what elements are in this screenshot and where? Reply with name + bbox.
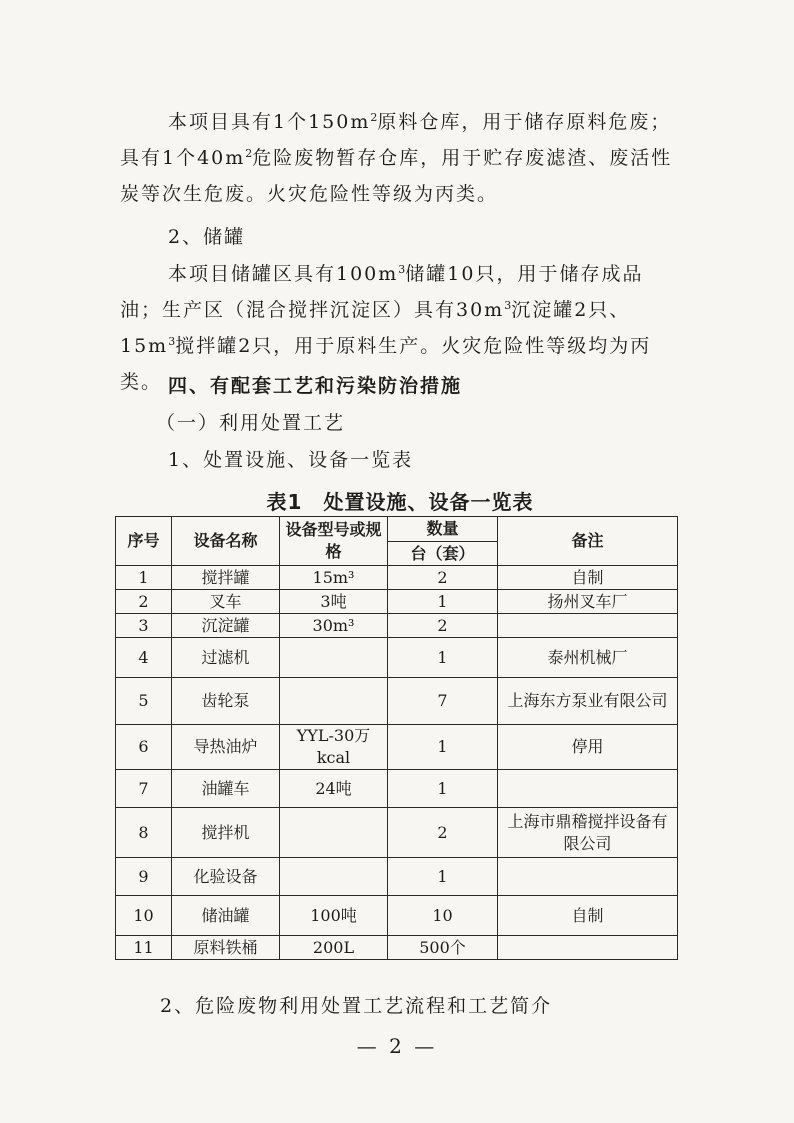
cell-model bbox=[280, 808, 388, 858]
table-caption: 表1 处置设施、设备一览表 bbox=[266, 490, 534, 514]
text-run: 危险废物暂存仓库，用于贮存废滤渣、废活性炭等次生危废。火灾危险性等级为丙类。 bbox=[120, 147, 673, 205]
cell-model: 200L bbox=[280, 936, 388, 960]
cell-name: 搅拌罐 bbox=[172, 566, 280, 590]
header-remark: 备注 bbox=[498, 517, 678, 566]
text-run: 储罐10只，用于储存成品油；生产区（混合搅拌沉淀区）具有30m bbox=[120, 263, 644, 321]
table-row bbox=[116, 566, 678, 590]
text-run: 原料仓库，用于储存原料危废；具有1个40m bbox=[120, 111, 672, 169]
heading-tank: 2、储罐 bbox=[168, 226, 246, 248]
cell-qty: 1 bbox=[388, 770, 498, 808]
page-number: — 2 — bbox=[356, 1034, 438, 1058]
superscript: 3 bbox=[398, 263, 406, 276]
cell-name: 储油罐 bbox=[172, 896, 280, 936]
cell-qty: 10 bbox=[388, 896, 498, 936]
cell-qty: 1 bbox=[388, 725, 498, 770]
header-no: 序号 bbox=[116, 517, 172, 566]
paragraph-warehouse bbox=[120, 104, 680, 212]
cell-remark: 上海市鼎稽搅拌设备有限公司 bbox=[498, 808, 678, 858]
cell-name: 化验设备 bbox=[172, 858, 280, 896]
header-qty-unit: 台（套） bbox=[388, 542, 498, 566]
cell-remark bbox=[498, 770, 678, 808]
cell-name: 过滤机 bbox=[172, 638, 280, 678]
header-model: 设备型号或规格 bbox=[280, 517, 388, 566]
cell-model: 15m³ bbox=[280, 566, 388, 590]
cell-name: 沉淀罐 bbox=[172, 614, 280, 638]
superscript: 2 bbox=[370, 111, 378, 124]
cell-no: 9 bbox=[116, 858, 172, 896]
cell-remark: 停用 bbox=[498, 725, 678, 770]
cell-model: 3吨 bbox=[280, 590, 388, 614]
cell-remark: 上海东方泵业有限公司 bbox=[498, 678, 678, 725]
cell-model: 30m³ bbox=[280, 614, 388, 638]
cell-remark: 扬州叉车厂 bbox=[498, 590, 678, 614]
table-row bbox=[116, 590, 678, 614]
cell-no: 7 bbox=[116, 770, 172, 808]
table-row bbox=[116, 858, 678, 896]
text-run: 搅拌罐2只，用于原料生产。火灾危险性等级均为丙类。 bbox=[120, 335, 652, 393]
cell-qty: 500个 bbox=[388, 936, 498, 960]
heading-section-4: 四、有配套工艺和污染防治措施 bbox=[168, 375, 463, 397]
cell-model bbox=[280, 858, 388, 896]
table-row bbox=[116, 896, 678, 936]
cell-no: 5 bbox=[116, 678, 172, 725]
cell-qty: 2 bbox=[388, 566, 498, 590]
cell-no: 1 bbox=[116, 566, 172, 590]
cell-model bbox=[280, 678, 388, 725]
cell-qty: 7 bbox=[388, 678, 498, 725]
text-run: 本项目具有1个150m bbox=[168, 111, 371, 133]
cell-model: 24吨 bbox=[280, 770, 388, 808]
equipment-table bbox=[115, 516, 678, 960]
cell-qty: 1 bbox=[388, 590, 498, 614]
cell-name: 叉车 bbox=[172, 590, 280, 614]
cell-name: 原料铁桶 bbox=[172, 936, 280, 960]
table-row bbox=[116, 770, 678, 808]
cell-qty: 2 bbox=[388, 614, 498, 638]
cell-model: 100吨 bbox=[280, 896, 388, 936]
text-run: 本项目储罐区具有100m bbox=[168, 263, 399, 285]
cell-no: 8 bbox=[116, 808, 172, 858]
cell-name: 导热油炉 bbox=[172, 725, 280, 770]
cell-qty: 1 bbox=[388, 858, 498, 896]
cell-name: 搅拌机 bbox=[172, 808, 280, 858]
superscript: 3 bbox=[168, 335, 176, 348]
heading-subsection-1: （一）利用处置工艺 bbox=[156, 412, 346, 434]
cell-remark: 自制 bbox=[498, 566, 678, 590]
header-name: 设备名称 bbox=[172, 517, 280, 566]
cell-no: 2 bbox=[116, 590, 172, 614]
table-row bbox=[116, 936, 678, 960]
cell-no: 3 bbox=[116, 614, 172, 638]
heading-list-1: 1、处置设施、设备一览表 bbox=[168, 449, 414, 471]
heading-list-2: 2、危险废物利用处置工艺流程和工艺简介 bbox=[160, 995, 553, 1017]
cell-no: 6 bbox=[116, 725, 172, 770]
cell-remark bbox=[498, 936, 678, 960]
table-row bbox=[116, 678, 678, 725]
cell-model: YYL-30万kcal bbox=[280, 725, 388, 770]
table-row bbox=[116, 725, 678, 770]
cell-qty: 1 bbox=[388, 638, 498, 678]
cell-remark: 自制 bbox=[498, 896, 678, 936]
cell-qty: 2 bbox=[388, 808, 498, 858]
cell-model bbox=[280, 638, 388, 678]
table-row bbox=[116, 638, 678, 678]
cell-remark bbox=[498, 614, 678, 638]
table-row bbox=[116, 808, 678, 858]
text-run: 沉淀罐2只、15m bbox=[120, 299, 631, 357]
cell-remark bbox=[498, 858, 678, 896]
superscript: 2 bbox=[245, 147, 253, 160]
superscript: 3 bbox=[504, 299, 512, 312]
header-qty: 数量 bbox=[388, 517, 498, 542]
cell-no: 11 bbox=[116, 936, 172, 960]
cell-name: 油罐车 bbox=[172, 770, 280, 808]
cell-remark: 泰州机械厂 bbox=[498, 638, 678, 678]
table-row bbox=[116, 614, 678, 638]
cell-no: 4 bbox=[116, 638, 172, 678]
cell-name: 齿轮泵 bbox=[172, 678, 280, 725]
cell-no: 10 bbox=[116, 896, 172, 936]
